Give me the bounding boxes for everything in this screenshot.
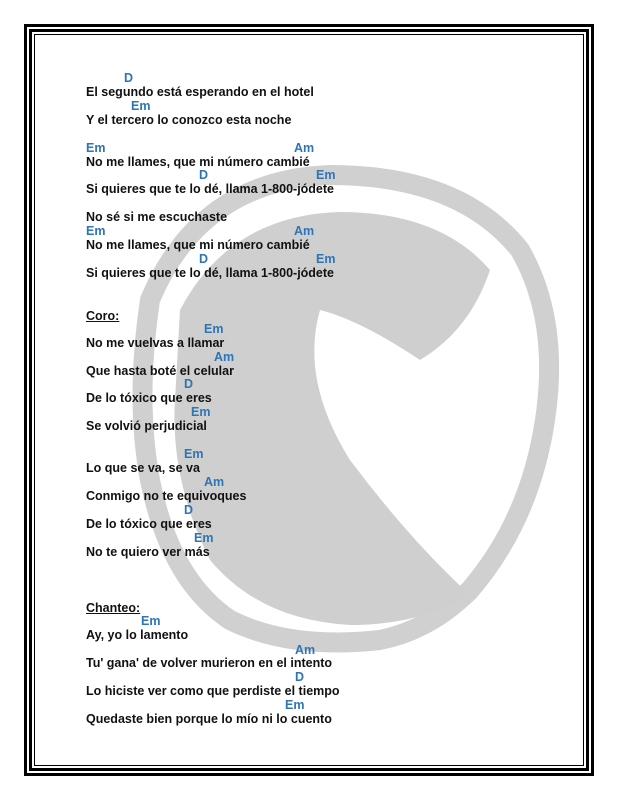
- chord-d: D: [184, 503, 194, 517]
- section-heading: Coro:: [86, 309, 120, 323]
- chord-em: Em: [316, 168, 336, 182]
- chord-em: Em: [285, 698, 305, 712]
- lyric-line: Si quieres que te lo dé, llama 1-800-jódete: [86, 266, 334, 280]
- chord-am: Am: [294, 224, 315, 238]
- lyric-line: Que hasta boté el celular: [86, 364, 234, 378]
- lyric-line: El segundo está esperando en el hotel: [86, 85, 314, 99]
- lyric-line: De lo tóxico que eres: [86, 517, 212, 531]
- chord-em: Em: [86, 224, 106, 238]
- chord-em: Em: [316, 252, 336, 266]
- chord-d: D: [199, 168, 209, 182]
- chord-am: Am: [295, 643, 316, 657]
- lyric-line: Se volvió perjudicial: [86, 419, 207, 433]
- chord-em: Em: [131, 99, 151, 113]
- lyric-line: Si quieres que te lo dé, llama 1-800-jódete: [86, 182, 334, 196]
- lyric-line: De lo tóxico que eres: [86, 391, 212, 405]
- chord-am: Am: [214, 350, 235, 364]
- chord-d: D: [295, 670, 305, 684]
- chord-em: Em: [204, 322, 224, 336]
- lyric-line: Lo hiciste ver como que perdiste el tiempo: [86, 684, 340, 698]
- lyric-line: Lo que se va, se va: [86, 461, 200, 475]
- chord-d: D: [199, 252, 209, 266]
- lyric-line: Tu' gana' de volver murieron en el intento: [86, 656, 333, 670]
- chord-em: Em: [184, 447, 204, 461]
- section-heading: Chanteo:: [86, 601, 141, 615]
- chord-d: D: [184, 377, 194, 391]
- chord-em: Em: [86, 141, 106, 155]
- chord-em: Em: [194, 531, 214, 545]
- lyric-line: No me llames, que mi número cambié: [86, 238, 310, 252]
- lyric-line: No me vuelvas a llamar: [86, 336, 225, 350]
- lyric-line: No sé si me escuchaste: [86, 210, 228, 224]
- chord-am: Am: [294, 141, 315, 155]
- lyric-line: No te quiero ver más: [86, 545, 210, 559]
- lyric-line: Quedaste bien porque lo mío ni lo cuento: [86, 712, 332, 726]
- lyric-line: No me llames, que mi número cambié: [86, 155, 310, 169]
- lyric-line: Conmigo no te equivoques: [86, 489, 247, 503]
- chord-em: Em: [141, 614, 161, 628]
- chord-d: D: [124, 71, 134, 85]
- chord-am: Am: [204, 475, 225, 489]
- lyric-line: Ay, yo lo lamento: [86, 628, 189, 642]
- lyric-line: Y el tercero lo conozco esta noche: [86, 113, 292, 127]
- chord-em: Em: [191, 405, 211, 419]
